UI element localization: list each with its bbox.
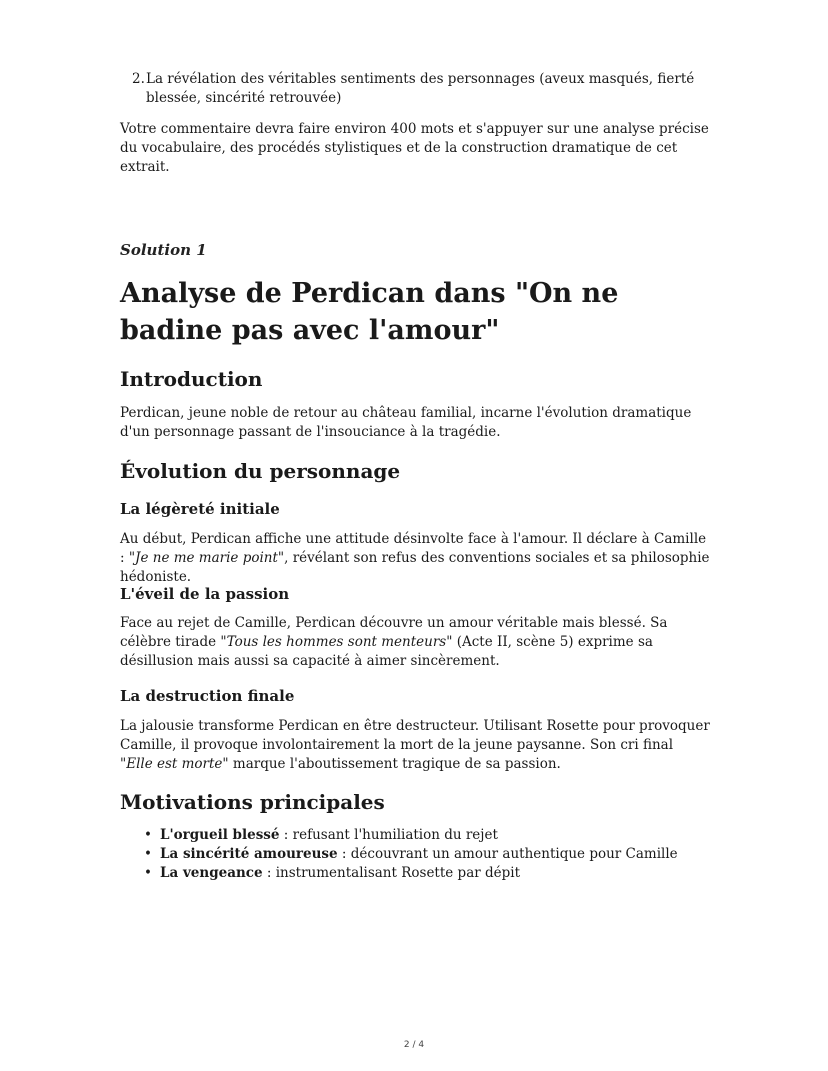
eveil-paragraph [120,614,710,671]
evolution-heading: Évolution du personnage [120,459,401,483]
motivation-desc: : refusant l'humiliation du rejet [279,827,498,843]
list-item-text: La révélation des véritables sentiments des personnages (aveux masqués, fierté blessée, sincérité retrouvée) [146,71,695,106]
numbered-list [132,70,701,108]
bullet-icon: • [144,865,152,881]
motivation-desc: : instrumentalisant Rosette par dépit [262,865,521,881]
destruction-text-after: marque l'aboutissement tragique de sa passion. [228,756,561,772]
list-item [140,845,700,864]
legerete-paragraph [120,530,710,587]
bullet-icon: • [144,846,152,862]
page-number: 2 / 4 [403,1040,425,1050]
destruction-heading: La destruction finale [120,687,295,705]
list-item [140,864,700,883]
legerete-text-before: Au début, Perdican affiche une attitude désinvolte face à l'amour. Il déclare à Camille : [120,531,707,566]
motivation-term: La vengeance [160,865,263,881]
eveil-quote: "Tous les hommes sont menteurs" [220,634,453,650]
legerete-heading: La légèreté initiale [120,500,280,518]
eveil-text-before: Face au rejet de Camille, Perdican découvre un amour véritable mais blessé. Sa célèbre tirade [120,615,668,650]
motivations-list [140,826,700,883]
list-item-number: 2. [132,71,145,87]
destruction-quote: "Elle est morte" [120,756,229,772]
destruction-paragraph [120,717,710,774]
solution-label: Solution 1 [120,241,207,259]
motivation-term: La sincérité amoureuse [160,846,338,862]
eveil-heading: L'éveil de la passion [120,585,290,603]
page-title: Analyse de Perdican dans "On ne badine pas avec l'amour" [120,278,619,346]
list-item [132,70,701,108]
legerete-text-after: , révélant son refus des conventions sociales et sa philosophie hédoniste. [120,550,710,585]
destruction-text-before: La jalousie transforme Perdican en être destructeur. Utilisant Rosette pour provoquer Camille, il provoque involontairement la mort de la jeune paysanne. Son cri final [120,718,710,753]
instructions-paragraph: Votre commentaire devra faire environ 400 mots et s'appuyer sur une analyse précise du vocabulaire, des procédés stylistiques et de la construction dramatique de cet extrait. [120,121,709,175]
motivation-desc: : découvrant un amour authentique pour Camille [337,846,678,862]
introduction-heading: Introduction [120,367,263,391]
list-item [140,826,700,845]
bullet-icon: • [144,827,152,843]
motivation-term: L'orgueil blessé [160,827,280,843]
motivations-heading: Motivations principales [120,790,385,814]
introduction-paragraph: Perdican, jeune noble de retour au château familial, incarne l'évolution dramatique d'un personnage passant de l'insouciance à la tragédie. [120,405,692,440]
legerete-quote: "Je ne me marie point" [128,550,285,566]
eveil-text-after: (Acte II, scène 5) exprime sa désillusion mais aussi sa capacité à aimer sincèrement. [120,634,653,669]
